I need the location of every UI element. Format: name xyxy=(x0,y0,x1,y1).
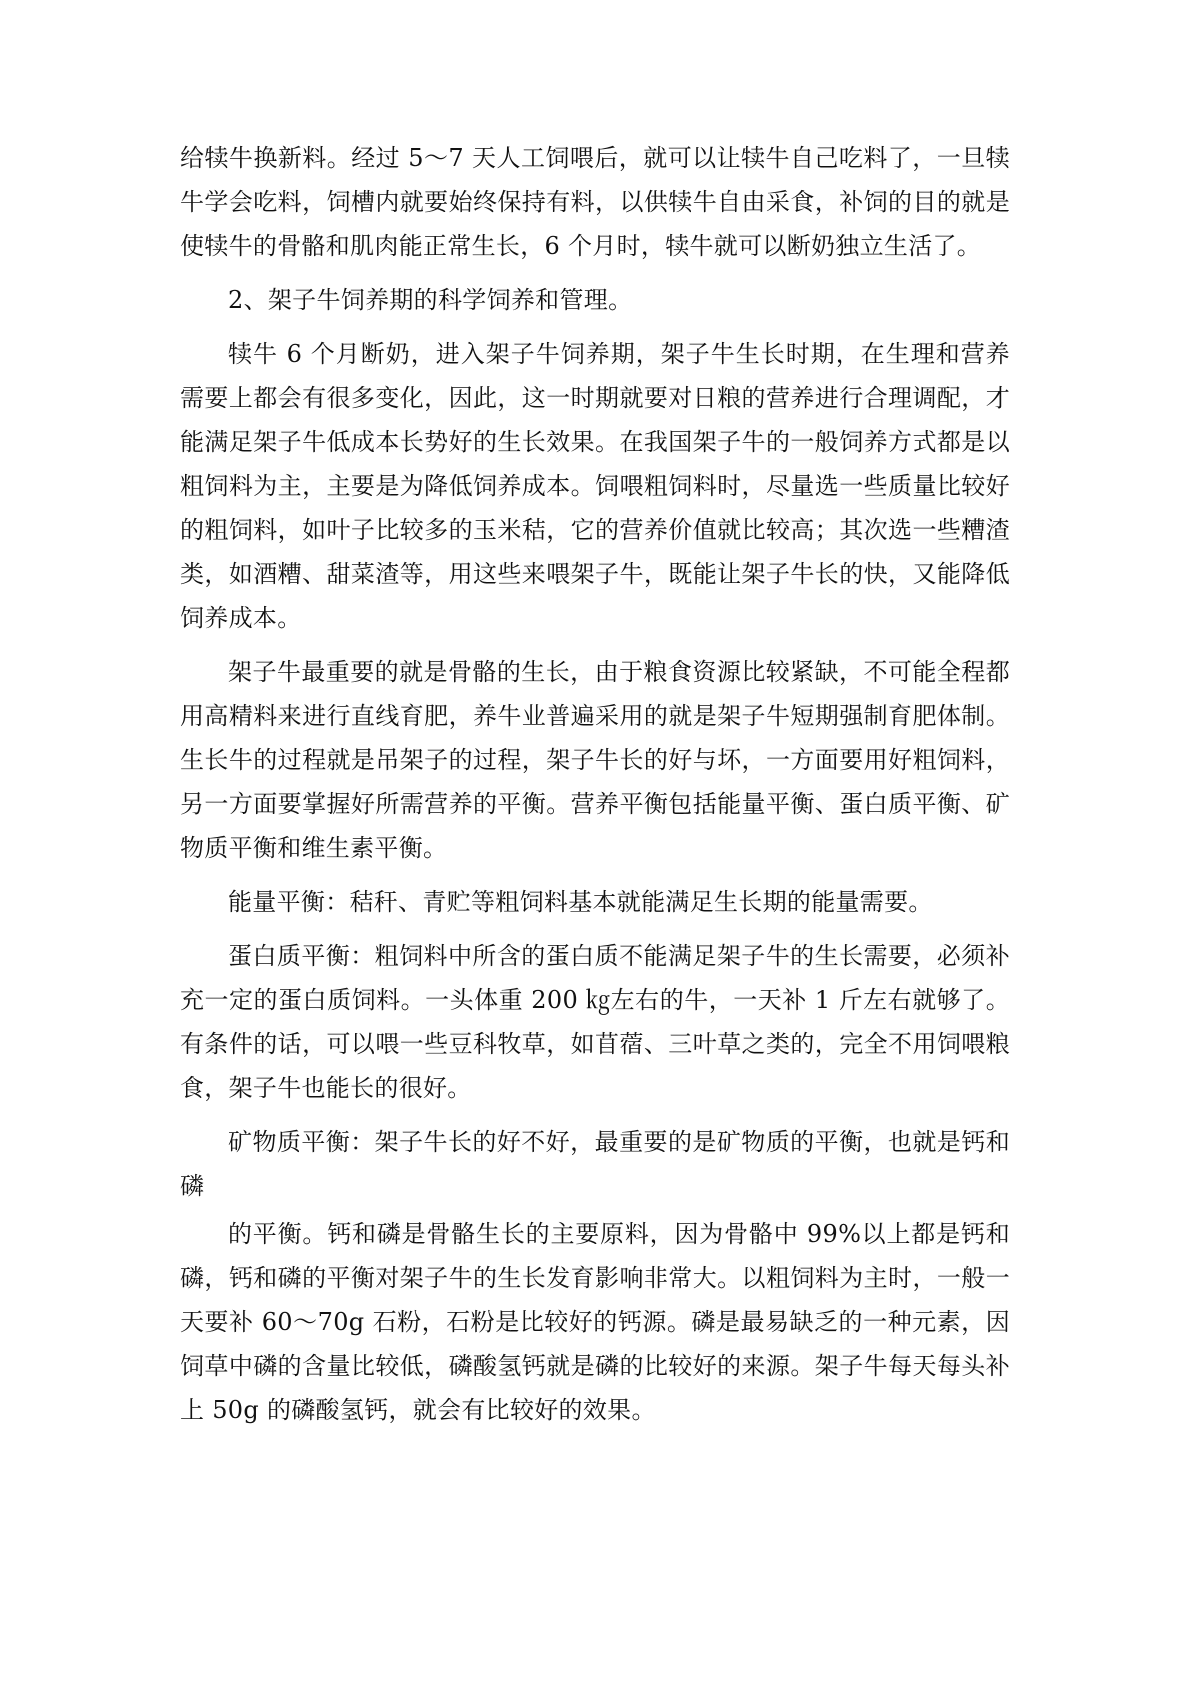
paragraph-mineral-balance: 矿物质平衡：架子牛长的好不好，最重要的是矿物质的平衡，也就是钙和磷 xyxy=(180,1128,1010,1200)
section-heading: 2、架子牛饲养期的科学饲养和管理。 xyxy=(228,286,633,314)
paragraph-protein-balance: 蛋白质平衡：粗饲料中所含的蛋白质不能满足架子牛的生长需要，必须补充一定的蛋白质饲料。一头体重 200 ㎏左右的牛，一天补 1 斤左右就够了。有条件的话，可以喂一些豆科牧草，如苜蓿、三叶草之类的，完全不用饲喂粮食，架子牛也能长的很好。 xyxy=(180,942,1010,1102)
paragraph: 犊牛 6 个月断奶，进入架子牛饲养期，架子牛生长时期，在生理和营养需要上都会有很多变化，因此，这一时期就要对日粮的营养进行合理调配，才能满足架子牛低成本长势好的生长效果。在我国架子牛的一般饲养方式都是以粗饲料为主，主要是为降低饲养成本。饲喂粗饲料时，尽量选一些质量比较好的粗饲料，如叶子比较多的玉米秸，它的营养价值就比较高；其次选一些糟渣类，如酒糟、甜菜渣等，用这些来喂架子牛，既能让架子牛长的快，又能降低饲养成本。 xyxy=(180,340,1010,632)
paragraph-continuation: 给犊牛换新料。经过 5～7 天人工饲喂后，就可以让犊牛自己吃料了，一旦犊牛学会吃料，饲槽内就要始终保持有料，以供犊牛自由采食，补饲的目的就是使犊牛的骨骼和肌肉能正常生长，6 个月时，犊牛就可以断奶独立生活了。 xyxy=(180,144,1010,260)
document-body xyxy=(180,136,1010,1442)
paragraph-calcium-phosphorus: 的平衡。钙和磷是骨骼生长的主要原料，因为骨骼中 99%以上都是钙和磷，钙和磷的平衡对架子牛的生长发育影响非常大。以粗饲料为主时，一般一天要补 60～70g 石粉，石粉是比较好的钙源。磷是最易缺乏的一种元素，因饲草中磷的含量比较低，磷酸氢钙就是磷的比较好的来源。架子牛每天每头补上 50g 的磷酸氢钙，就会有比较好的效果。 xyxy=(180,1220,1010,1424)
paragraph-energy-balance: 能量平衡：秸秆、青贮等粗饲料基本就能满足生长期的能量需要。 xyxy=(228,888,933,916)
paragraph: 架子牛最重要的就是骨骼的生长，由于粮食资源比较紧缺，不可能全程都用高精料来进行直线育肥，养牛业普遍采用的就是架子牛短期强制育肥体制。生长牛的过程就是吊架子的过程，架子牛长的好与坏，一方面要用好粗饲料，另一方面要掌握好所需营养的平衡。营养平衡包括能量平衡、蛋白质平衡、矿物质平衡和维生素平衡。 xyxy=(180,658,1010,862)
